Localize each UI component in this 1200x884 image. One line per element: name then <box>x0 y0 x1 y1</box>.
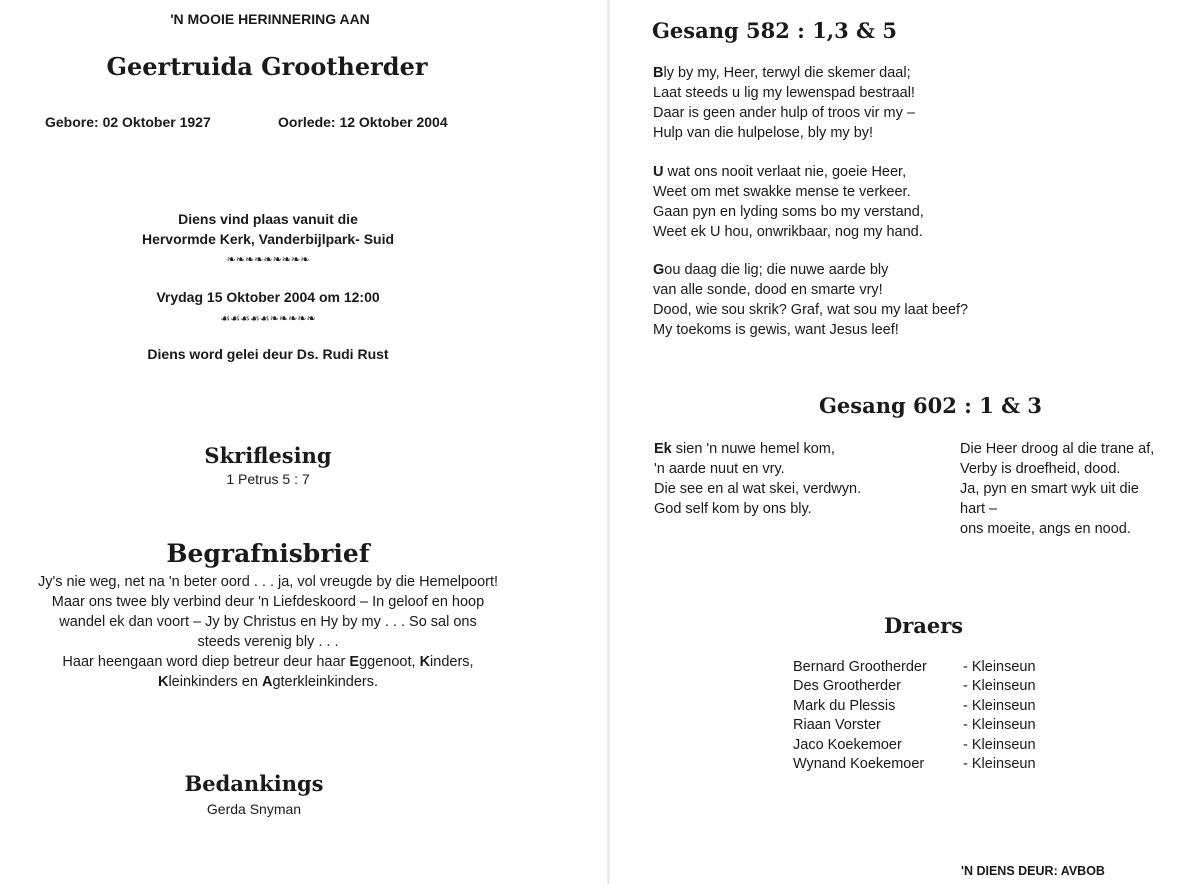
service-location-line1: Diens vind plaas vanuit die <box>178 211 358 227</box>
birth-date: Gebore: 02 Oktober 1927 <box>45 114 211 130</box>
hymn1-stanza: Bly by my, Heer, terwyl die skemer daal; Laat steeds u lig my lewenspad bestraal! Daar is geen ander hulp of troos vir my – Hulp van die hulpelose, bly my by! <box>653 65 915 141</box>
table-row: Mark du Plessis - Kleinseun <box>793 697 1036 714</box>
letter-line: steeds verenig bly . . . <box>197 634 339 650</box>
hymn1-title: Gesang 582 : 1,3 & 5 <box>652 18 897 43</box>
letter-title: Begrafnisbrief <box>166 539 370 568</box>
thanks-name: Gerda Snyman <box>206 801 302 817</box>
deceased-name: Geertruida Grootherder <box>106 52 428 81</box>
service-location-line2: Hervormde Kerk, Vanderbijlpark- Suid <box>141 231 395 247</box>
death-date: Oorlede: 12 Oktober 2004 <box>278 114 448 130</box>
table-row: Jaco Koekemoer - Kleinseun <box>793 736 1036 753</box>
right-page <box>612 0 1200 884</box>
letter-text <box>0 572 544 692</box>
bearers-table <box>793 658 1036 774</box>
hymn1-stanza: U wat ons nooit verlaat nie, goeie Heer, Weet om met swakke mense te verkeer. Gaan pyn en lyding soms bo my verstand, Weet ek U hou, onwrikbaar, nog my hand. <box>653 164 924 240</box>
ornament-divider: ☙☙☙☙☙❧❧❧❧❧ <box>220 313 316 325</box>
service-date-time: Vrydag 15 Oktober 2004 om 12:00 <box>156 289 380 305</box>
mourners-line2: Kleinkinders en Agterkleinkinders. <box>157 674 379 690</box>
table-row: Riaan Vorster - Kleinseun <box>793 717 1036 734</box>
hymn2-title: Gesang 602 : 1 & 3 <box>819 393 1043 418</box>
mourners-line1: Haar heengaan word diep betreur deur haar Eggenoot, Kinders, <box>62 654 474 670</box>
table-row: Wynand Koekemoer - Kleinseun <box>793 756 1036 773</box>
reading-title: Skriflesing <box>204 443 332 468</box>
letter-line: Maar ons twee bly verbind deur 'n Liefdeskoord – In geloof en hoop <box>51 594 485 610</box>
bearers-title: Draers <box>884 613 964 638</box>
officiant: Diens word gelei deur Ds. Rudi Rust <box>147 346 389 362</box>
letter-line: wandel ek dan voort – Jy by Christus en Hy by my . . . So sal ons <box>59 614 477 630</box>
page-fold <box>607 0 610 884</box>
intro-heading: 'N MOOIE HERINNERING AAN <box>170 11 370 27</box>
ornament-divider: ❧❧❧❧❧❧❧❧❧ <box>226 254 310 266</box>
reading-reference: 1 Petrus 5 : 7 <box>226 471 310 487</box>
table-row: Des Grootherder - Kleinseun <box>793 678 1036 695</box>
hymn2-stanza-3: Die Heer droog al die trane af, Verby is droefheid, dood. Ja, pyn en smart wyk uit die hart – ons moeite, angs en nood. <box>960 441 1155 537</box>
thanks-title: Bedankings <box>184 771 324 796</box>
letter-line: Jy's nie weg, net na 'n beter oord . . . ja, vol vreugde by die Hemelpoort! <box>37 574 499 590</box>
hymn2-stanza-1: Ek sien 'n nuwe hemel kom, 'n aarde nuut en vry. Die see en al wat skei, verdwyn. God self kom by ons bly. <box>654 441 862 517</box>
hymn1-stanza: Gou daag die lig; die nuwe aarde bly van alle sonde, dood en smarte vry! Dood, wie sou skrik? Graf, wat sou my laat beef? My toekoms is gewis, want Jesus leef! <box>653 262 969 338</box>
funeral-provider: 'N DIENS DEUR: AVBOB <box>961 864 1105 878</box>
table-row: Bernard Grootherder - Kleinseun <box>793 659 1036 675</box>
